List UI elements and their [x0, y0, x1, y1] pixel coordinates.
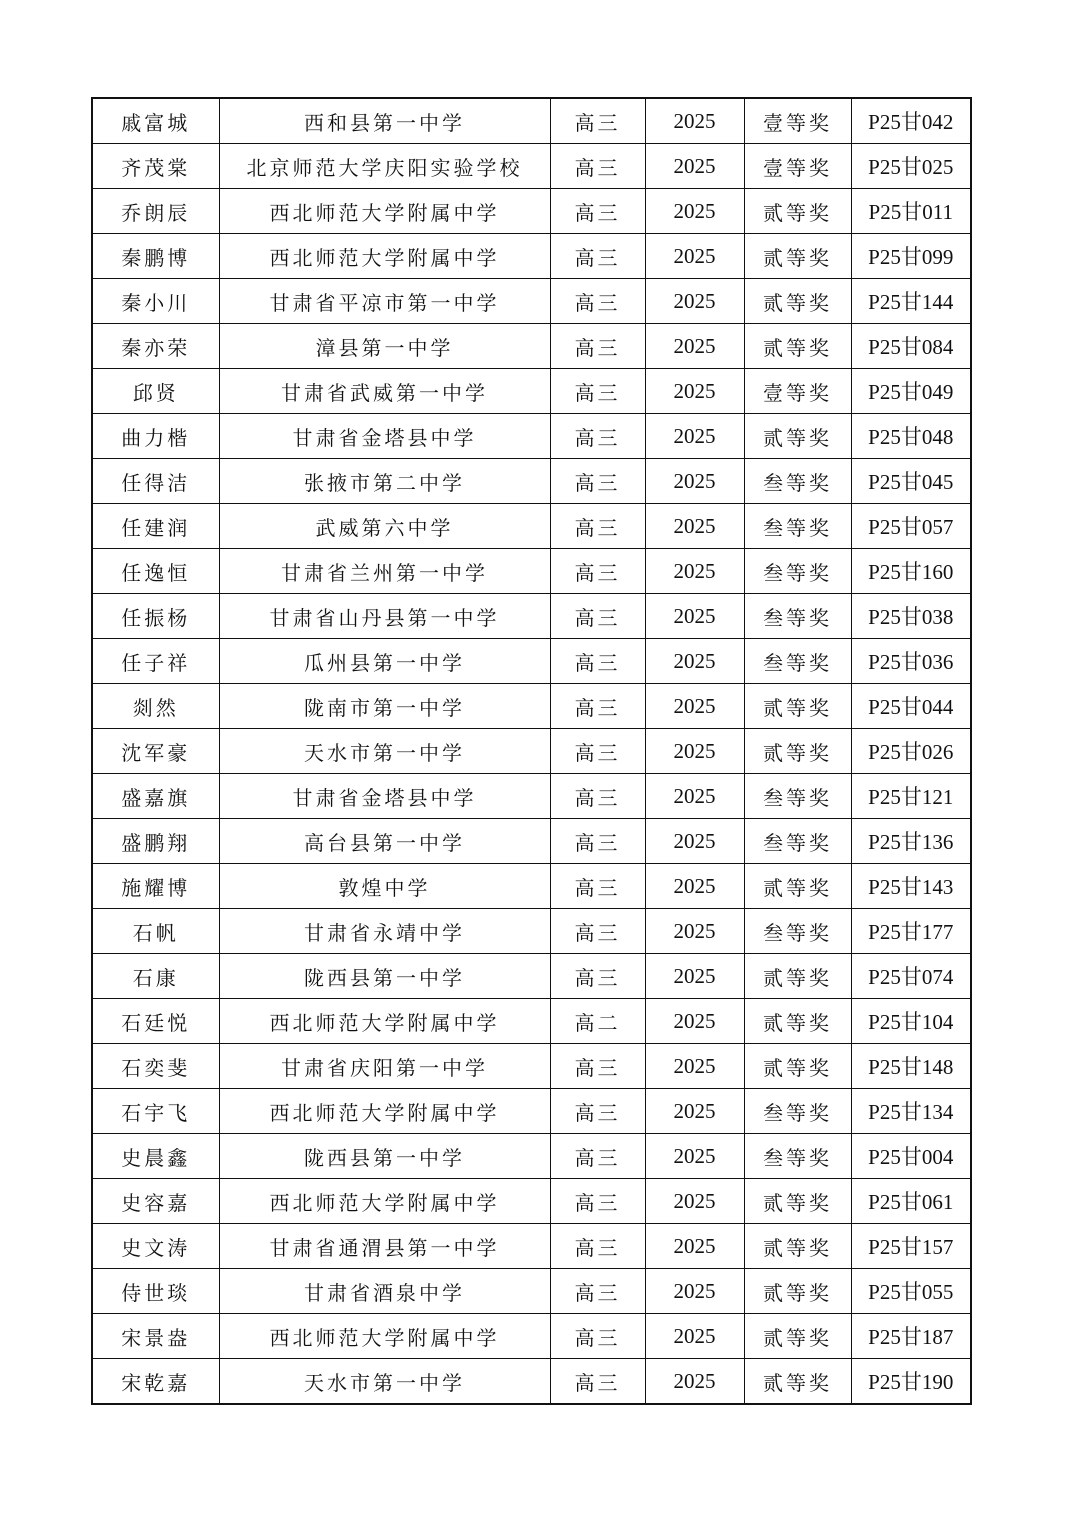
year-cell: 2025 — [645, 234, 744, 279]
school-cell: 陇西县第一中学 — [219, 954, 550, 999]
table-row — [92, 1269, 971, 1314]
school-cell: 甘肃省山丹县第一中学 — [219, 594, 550, 639]
certificate-code-cell: P25甘143 — [851, 864, 971, 909]
table-row — [92, 1359, 971, 1405]
table-row — [92, 414, 971, 459]
year-cell: 2025 — [645, 999, 744, 1044]
award-table-body — [92, 98, 971, 1404]
grade-cell: 高三 — [550, 144, 645, 189]
student-name-cell: 石奕斐 — [92, 1044, 219, 1089]
table-row — [92, 279, 971, 324]
school-cell: 张掖市第二中学 — [219, 459, 550, 504]
grade-cell: 高三 — [550, 189, 645, 234]
school-cell: 甘肃省武威第一中学 — [219, 369, 550, 414]
certificate-code-cell: P25甘084 — [851, 324, 971, 369]
student-name-cell: 邱贤 — [92, 369, 219, 414]
grade-cell: 高三 — [550, 1269, 645, 1314]
award-level-cell: 贰等奖 — [744, 1224, 851, 1269]
year-cell: 2025 — [645, 144, 744, 189]
student-name-cell: 任建润 — [92, 504, 219, 549]
award-level-cell: 贰等奖 — [744, 864, 851, 909]
table-row — [92, 504, 971, 549]
student-name-cell: 史文涛 — [92, 1224, 219, 1269]
school-cell: 高台县第一中学 — [219, 819, 550, 864]
school-cell: 天水市第一中学 — [219, 729, 550, 774]
student-name-cell: 石廷悦 — [92, 999, 219, 1044]
award-level-cell: 贰等奖 — [744, 729, 851, 774]
school-cell: 西北师范大学附属中学 — [219, 999, 550, 1044]
grade-cell: 高三 — [550, 639, 645, 684]
grade-cell: 高三 — [550, 684, 645, 729]
grade-cell: 高三 — [550, 504, 645, 549]
student-name-cell: 秦亦荣 — [92, 324, 219, 369]
student-name-cell: 石宇飞 — [92, 1089, 219, 1134]
student-name-cell: 史晨鑫 — [92, 1134, 219, 1179]
student-name-cell: 宋景盎 — [92, 1314, 219, 1359]
table-row — [92, 98, 971, 144]
table-row — [92, 819, 971, 864]
year-cell: 2025 — [645, 549, 744, 594]
grade-cell: 高三 — [550, 1224, 645, 1269]
table-row — [92, 999, 971, 1044]
certificate-code-cell: P25甘048 — [851, 414, 971, 459]
certificate-code-cell: P25甘187 — [851, 1314, 971, 1359]
student-name-cell: 任振杨 — [92, 594, 219, 639]
table-row — [92, 549, 971, 594]
student-name-cell: 盛嘉旗 — [92, 774, 219, 819]
year-cell: 2025 — [645, 954, 744, 999]
table-row — [92, 1089, 971, 1134]
award-level-cell: 贰等奖 — [744, 1359, 851, 1405]
year-cell: 2025 — [645, 639, 744, 684]
grade-cell: 高三 — [550, 549, 645, 594]
award-level-cell: 壹等奖 — [744, 144, 851, 189]
year-cell: 2025 — [645, 594, 744, 639]
grade-cell: 高三 — [550, 279, 645, 324]
year-cell: 2025 — [645, 1134, 744, 1179]
year-cell: 2025 — [645, 909, 744, 954]
award-level-cell: 叁等奖 — [744, 1089, 851, 1134]
certificate-code-cell: P25甘061 — [851, 1179, 971, 1224]
grade-cell: 高三 — [550, 1179, 645, 1224]
school-cell: 甘肃省兰州第一中学 — [219, 549, 550, 594]
table-row — [92, 594, 971, 639]
student-name-cell: 曲力楷 — [92, 414, 219, 459]
grade-cell: 高二 — [550, 999, 645, 1044]
certificate-code-cell: P25甘038 — [851, 594, 971, 639]
school-cell: 北京师范大学庆阳实验学校 — [219, 144, 550, 189]
grade-cell: 高三 — [550, 819, 645, 864]
award-level-cell: 贰等奖 — [744, 324, 851, 369]
certificate-code-cell: P25甘004 — [851, 1134, 971, 1179]
grade-cell: 高三 — [550, 1314, 645, 1359]
certificate-code-cell: P25甘121 — [851, 774, 971, 819]
student-name-cell: 戚富城 — [92, 98, 219, 144]
certificate-code-cell: P25甘074 — [851, 954, 971, 999]
award-level-cell: 叁等奖 — [744, 459, 851, 504]
table-row — [92, 189, 971, 234]
table-row — [92, 459, 971, 504]
school-cell: 甘肃省通渭县第一中学 — [219, 1224, 550, 1269]
school-cell: 西北师范大学附属中学 — [219, 234, 550, 279]
table-row — [92, 1224, 971, 1269]
award-level-cell: 叁等奖 — [744, 639, 851, 684]
grade-cell: 高三 — [550, 324, 645, 369]
award-level-cell: 叁等奖 — [744, 774, 851, 819]
year-cell: 2025 — [645, 369, 744, 414]
school-cell: 陇西县第一中学 — [219, 1134, 550, 1179]
student-name-cell: 沈军豪 — [92, 729, 219, 774]
year-cell: 2025 — [645, 729, 744, 774]
school-cell: 甘肃省平凉市第一中学 — [219, 279, 550, 324]
table-row — [92, 774, 971, 819]
grade-cell: 高三 — [550, 459, 645, 504]
school-cell: 西北师范大学附属中学 — [219, 1089, 550, 1134]
school-cell: 西北师范大学附属中学 — [219, 189, 550, 234]
award-table — [91, 97, 972, 1405]
student-name-cell: 任逸恒 — [92, 549, 219, 594]
school-cell: 西和县第一中学 — [219, 98, 550, 144]
award-level-cell: 贰等奖 — [744, 684, 851, 729]
table-row — [92, 369, 971, 414]
grade-cell: 高三 — [550, 909, 645, 954]
school-cell: 西北师范大学附属中学 — [219, 1314, 550, 1359]
table-row — [92, 909, 971, 954]
student-name-cell: 任得洁 — [92, 459, 219, 504]
student-name-cell: 宋乾嘉 — [92, 1359, 219, 1405]
table-row — [92, 639, 971, 684]
award-level-cell: 叁等奖 — [744, 549, 851, 594]
student-name-cell: 盛鹏翔 — [92, 819, 219, 864]
certificate-code-cell: P25甘134 — [851, 1089, 971, 1134]
year-cell: 2025 — [645, 774, 744, 819]
table-row — [92, 1044, 971, 1089]
award-level-cell: 贰等奖 — [744, 954, 851, 999]
grade-cell: 高三 — [550, 864, 645, 909]
award-level-cell: 贰等奖 — [744, 414, 851, 459]
table-row — [92, 954, 971, 999]
school-cell: 漳县第一中学 — [219, 324, 550, 369]
award-level-cell: 壹等奖 — [744, 369, 851, 414]
award-level-cell: 贰等奖 — [744, 1269, 851, 1314]
certificate-code-cell: P25甘045 — [851, 459, 971, 504]
grade-cell: 高三 — [550, 369, 645, 414]
school-cell: 甘肃省庆阳第一中学 — [219, 1044, 550, 1089]
award-level-cell: 贰等奖 — [744, 1044, 851, 1089]
year-cell: 2025 — [645, 1044, 744, 1089]
table-row — [92, 864, 971, 909]
table-row — [92, 1134, 971, 1179]
certificate-code-cell: P25甘099 — [851, 234, 971, 279]
grade-cell: 高三 — [550, 1134, 645, 1179]
school-cell: 瓜州县第一中学 — [219, 639, 550, 684]
grade-cell: 高三 — [550, 1359, 645, 1405]
table-row — [92, 324, 971, 369]
certificate-code-cell: P25甘190 — [851, 1359, 971, 1405]
award-level-cell: 贰等奖 — [744, 234, 851, 279]
year-cell: 2025 — [645, 1089, 744, 1134]
year-cell: 2025 — [645, 504, 744, 549]
award-level-cell: 壹等奖 — [744, 98, 851, 144]
school-cell: 天水市第一中学 — [219, 1359, 550, 1405]
award-level-cell: 贰等奖 — [744, 279, 851, 324]
year-cell: 2025 — [645, 279, 744, 324]
certificate-code-cell: P25甘136 — [851, 819, 971, 864]
year-cell: 2025 — [645, 1269, 744, 1314]
certificate-code-cell: P25甘057 — [851, 504, 971, 549]
student-name-cell: 施耀博 — [92, 864, 219, 909]
year-cell: 2025 — [645, 1179, 744, 1224]
certificate-code-cell: P25甘055 — [851, 1269, 971, 1314]
table-row — [92, 144, 971, 189]
school-cell: 敦煌中学 — [219, 864, 550, 909]
table-row — [92, 234, 971, 279]
school-cell: 陇南市第一中学 — [219, 684, 550, 729]
grade-cell: 高三 — [550, 594, 645, 639]
student-name-cell: 剡然 — [92, 684, 219, 729]
certificate-code-cell: P25甘148 — [851, 1044, 971, 1089]
certificate-code-cell: P25甘160 — [851, 549, 971, 594]
school-cell: 甘肃省金塔县中学 — [219, 774, 550, 819]
table-row — [92, 1179, 971, 1224]
certificate-code-cell: P25甘036 — [851, 639, 971, 684]
student-name-cell: 齐茂棠 — [92, 144, 219, 189]
year-cell: 2025 — [645, 1359, 744, 1405]
grade-cell: 高三 — [550, 414, 645, 459]
award-level-cell: 贰等奖 — [744, 1179, 851, 1224]
award-level-cell: 贰等奖 — [744, 1314, 851, 1359]
certificate-code-cell: P25甘042 — [851, 98, 971, 144]
grade-cell: 高三 — [550, 234, 645, 279]
award-level-cell: 叁等奖 — [744, 594, 851, 639]
year-cell: 2025 — [645, 189, 744, 234]
student-name-cell: 石康 — [92, 954, 219, 999]
student-name-cell: 石帆 — [92, 909, 219, 954]
certificate-code-cell: P25甘026 — [851, 729, 971, 774]
grade-cell: 高三 — [550, 1089, 645, 1134]
year-cell: 2025 — [645, 819, 744, 864]
student-name-cell: 史容嘉 — [92, 1179, 219, 1224]
year-cell: 2025 — [645, 864, 744, 909]
grade-cell: 高三 — [550, 954, 645, 999]
student-name-cell: 秦小川 — [92, 279, 219, 324]
award-level-cell: 叁等奖 — [744, 819, 851, 864]
year-cell: 2025 — [645, 98, 744, 144]
year-cell: 2025 — [645, 684, 744, 729]
award-level-cell: 贰等奖 — [744, 189, 851, 234]
school-cell: 武威第六中学 — [219, 504, 550, 549]
school-cell: 甘肃省金塔县中学 — [219, 414, 550, 459]
certificate-code-cell: P25甘157 — [851, 1224, 971, 1269]
table-row — [92, 684, 971, 729]
grade-cell: 高三 — [550, 1044, 645, 1089]
year-cell: 2025 — [645, 1314, 744, 1359]
table-row — [92, 1314, 971, 1359]
student-name-cell: 乔朗辰 — [92, 189, 219, 234]
certificate-code-cell: P25甘144 — [851, 279, 971, 324]
school-cell: 甘肃省酒泉中学 — [219, 1269, 550, 1314]
school-cell: 西北师范大学附属中学 — [219, 1179, 550, 1224]
award-level-cell: 贰等奖 — [744, 999, 851, 1044]
award-level-cell: 叁等奖 — [744, 1134, 851, 1179]
student-name-cell: 秦鹏博 — [92, 234, 219, 279]
grade-cell: 高三 — [550, 774, 645, 819]
certificate-code-cell: P25甘044 — [851, 684, 971, 729]
student-name-cell: 任子祥 — [92, 639, 219, 684]
certificate-code-cell: P25甘104 — [851, 999, 971, 1044]
award-level-cell: 叁等奖 — [744, 909, 851, 954]
student-name-cell: 侍世琰 — [92, 1269, 219, 1314]
grade-cell: 高三 — [550, 729, 645, 774]
year-cell: 2025 — [645, 1224, 744, 1269]
certificate-code-cell: P25甘011 — [851, 189, 971, 234]
award-level-cell: 叁等奖 — [744, 504, 851, 549]
grade-cell: 高三 — [550, 98, 645, 144]
year-cell: 2025 — [645, 414, 744, 459]
year-cell: 2025 — [645, 459, 744, 504]
school-cell: 甘肃省永靖中学 — [219, 909, 550, 954]
certificate-code-cell: P25甘025 — [851, 144, 971, 189]
table-row — [92, 729, 971, 774]
certificate-code-cell: P25甘049 — [851, 369, 971, 414]
certificate-code-cell: P25甘177 — [851, 909, 971, 954]
year-cell: 2025 — [645, 324, 744, 369]
